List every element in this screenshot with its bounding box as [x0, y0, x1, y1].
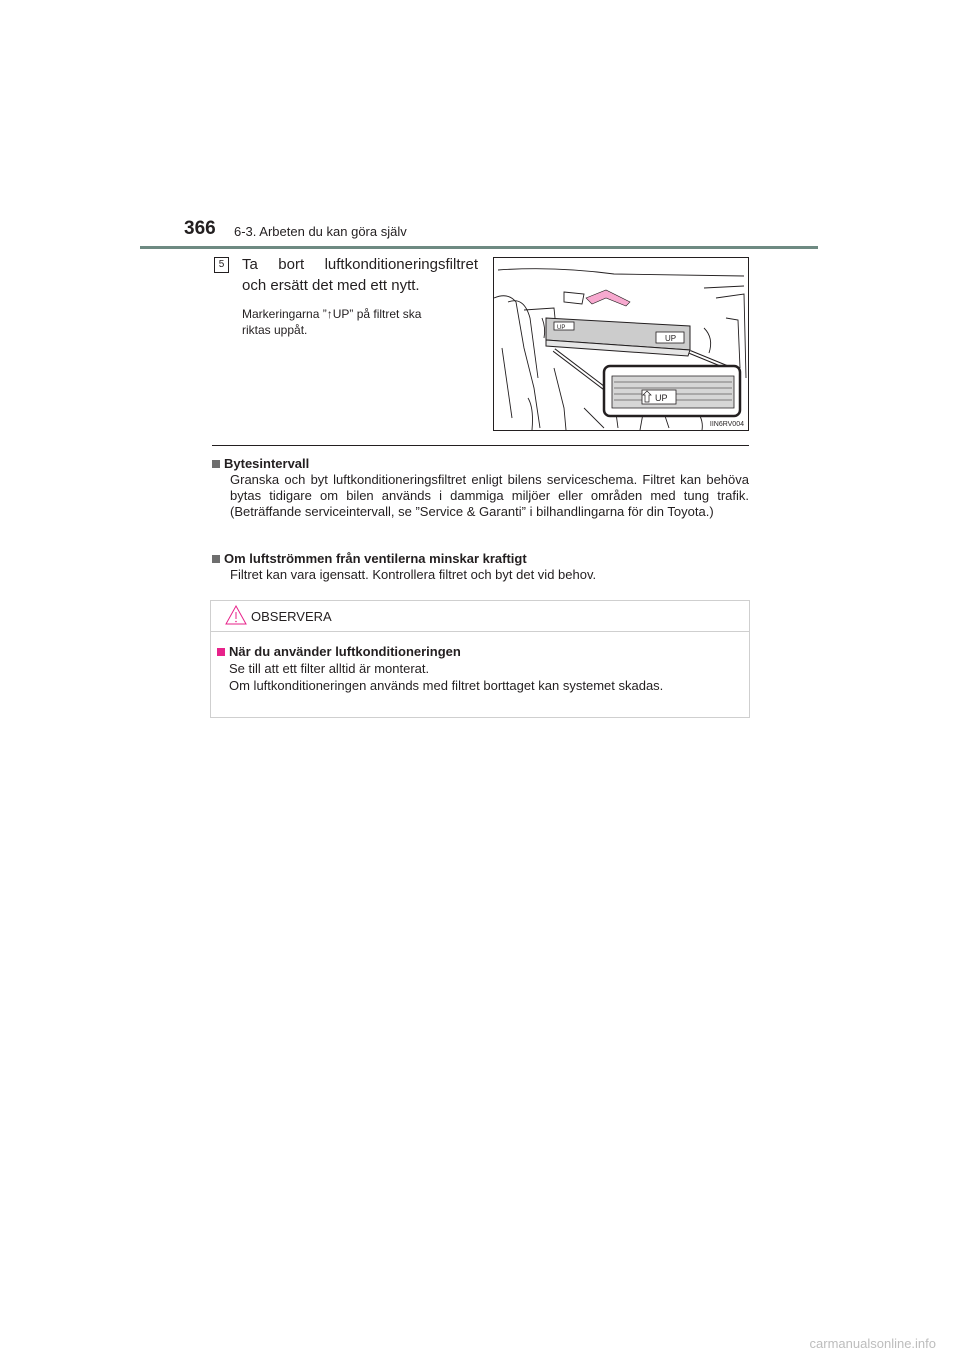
figure-up-label-zoom: UP: [655, 393, 668, 403]
info-item-heading-row: [212, 551, 749, 567]
header-divider: [140, 246, 818, 249]
info-item-heading: Om luftströmmen från ventilerna minskar kraftigt: [224, 551, 527, 566]
notice-heading: När du använder luftkonditioneringen: [229, 644, 461, 659]
page-number: 366: [184, 218, 216, 239]
warning-triangle-icon: [225, 604, 247, 626]
step-title-line1: Ta bort luftkonditioneringsfiltret: [242, 256, 478, 273]
info-item-body: Granska och byt luftkonditioneringsfiltret enligt bilens serviceschema. Filtret kan behöva bytas tidigare om bilen används i dammiga miljöer eller områden med tung trafik. (Beträffande serviceintervall, se ”Service & Garanti” i bilhandlingarna för din Toyota.): [230, 472, 749, 519]
notice-item: [217, 643, 747, 694]
notice-label: OBSERVERA: [251, 609, 332, 624]
info-item-airflow: [212, 551, 749, 583]
square-bullet-icon: [212, 555, 220, 563]
square-bullet-icon: [212, 460, 220, 468]
site-watermark: carmanualsonline.info: [809, 1336, 936, 1351]
filter-illustration-drawing: [494, 258, 749, 431]
notice-body-line2: Om luftkonditioneringen används med filtret borttaget kan systemet skadas.: [229, 678, 664, 693]
step-note-line2: riktas uppåt.: [242, 323, 308, 337]
step-note-line1: Markeringarna ”↑UP” på filtret ska: [242, 307, 422, 321]
section-divider: [212, 445, 749, 446]
step-number-badge: 5: [214, 257, 229, 273]
filter-illustration: [493, 257, 749, 431]
info-item-heading: Bytesintervall: [224, 456, 310, 471]
info-item-replacement-interval: [212, 456, 749, 520]
square-bullet-icon: [217, 648, 225, 656]
notice-body-line1: Se till att ett filter alltid är monterat.: [229, 661, 430, 676]
section-title: 6-3. Arbeten du kan göra själv: [234, 224, 407, 239]
notice-heading-row: [217, 643, 747, 660]
figure-code: IIN6RV004: [709, 421, 744, 428]
figure-up-label-small: UP: [557, 325, 566, 331]
step-title-line2: och ersätt det med ett nytt.: [242, 277, 420, 294]
notice-box: [210, 600, 750, 718]
notice-header: [211, 601, 749, 632]
info-item-body: Filtret kan vara igensatt. Kontrollera filtret och byt det vid behov.: [230, 567, 597, 582]
info-item-heading-row: [212, 456, 749, 472]
step-note: [242, 306, 478, 338]
figure-up-label-large: UP: [665, 334, 677, 343]
